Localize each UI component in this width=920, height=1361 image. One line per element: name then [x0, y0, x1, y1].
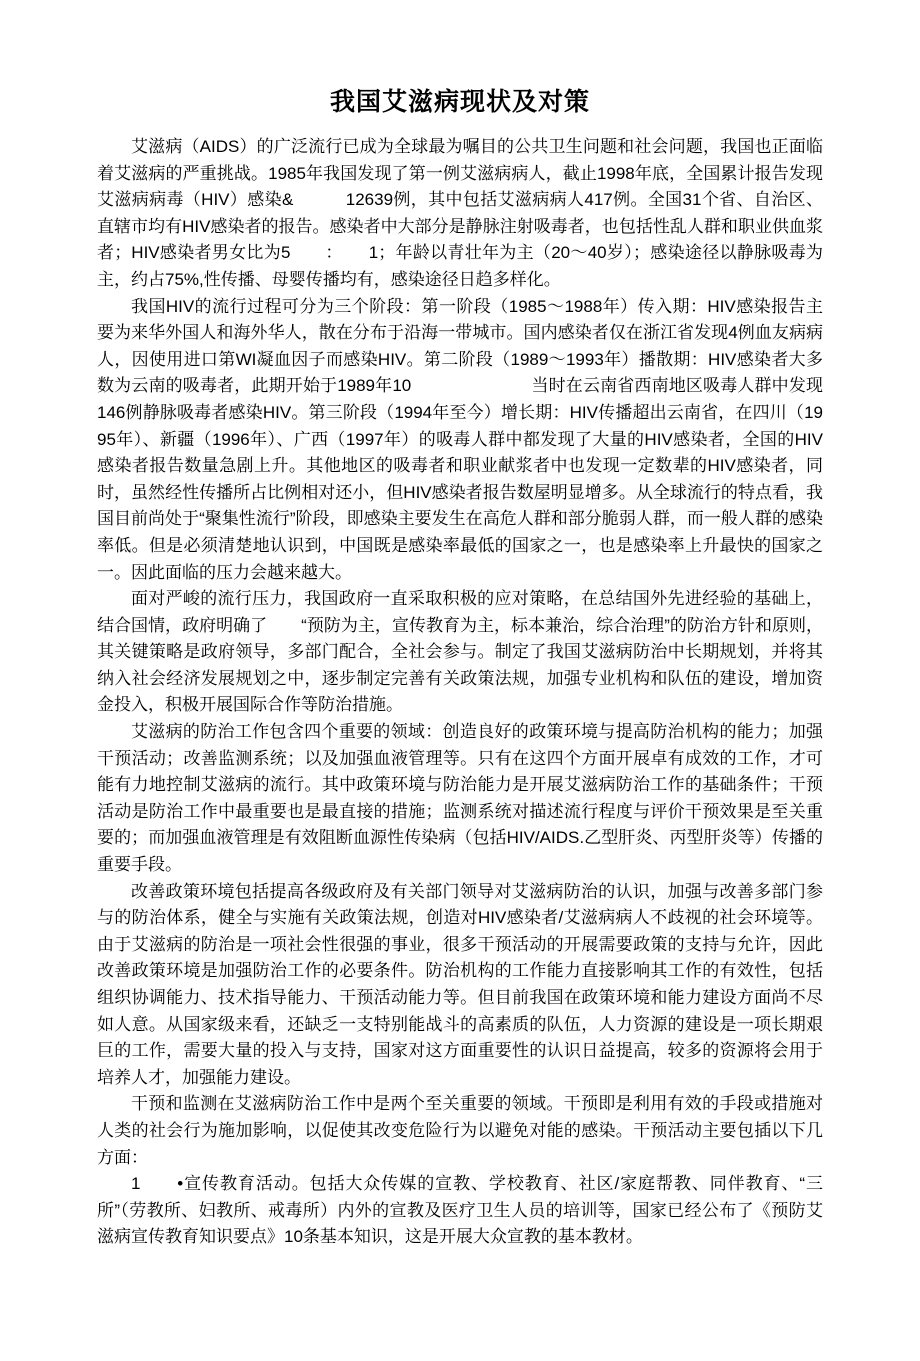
paragraph-overview: 艾滋病（AIDS）的广泛流行已成为全球最为嘱目的公共卫生问题和社会问题，我国也正面临着艾滋病的严重挑战。1985年我国发现了第一例艾滋病病人，截止1998年底，全国累计报告发现艾滋病病毒（HIV）感染& 12639例，其中包括艾滋病病人417例。全国31个省、自治区、直辖市均有HIV感染者的报告。感染者中大部分是静脉注射吸毒者，也包括性乱人群和职业供血浆者；HIV感染者男女比为5 ： 1；年龄以青壮年为主（20～40岁）；感染途径以静脉吸毒为主，约占75%,性传播、母婴传播均有，感染途径日趋多样化。: [97, 137, 823, 289]
paragraph-policy-environment: 改善政策环境包括提高各级政府及有关部门领导对艾滋病防治的认识，加强与改善多部门参与的防治体系，健全与实施有关政策法规，创造对HIV感染者/艾滋病病人不歧视的社会环境等。由于艾滋病的防治是一项社会性很强的事业，很多干预活动的开展需要政策的支持与允许，因此改善政策环境是加强防治工作的必要条件。防治机构的工作能力直接影响其工作的有效性，包括组织协调能力、技术指导能力、干预活动能力等。但目前我国在政策环境和能力建设方面尚不尽如人意。从国家级来看，还缺乏一支特别能战斗的高素质的队伍，人力资源的建设是一项长期艰巨的工作，需要大量的投入与支持，国家对这方面重要性的认识日益提高，较多的资源将会用于培养人才，加强能力建设。: [97, 881, 823, 1087]
paragraph-education-item: 1 •宣传教育活动。包括大众传媒的宣教、学校教育、社区/家庭帮教、同伴教育、“三所”（劳教所、妇教所、戒毒所）内外的宣教及医疗卫生人员的培训等，国家已经公布了《预防艾滋病宣传教育知识要点》10条基本知识，这是开展大众宣教的基本教材。: [97, 1174, 823, 1247]
paragraph-epidemic-stages: 我国HIV的流行过程可分为三个阶段：第一阶段（1985～1988年）传入期：HIV感染报告主要为来华外国人和海外华人，散在分布于沿海一带城市。国内感染者仅在浙江省发现4例血友病病人，因使用进口第WI凝血因子而感染HIV。第二阶段（1989～1993年）播散期：HIV感染者大多数为云南的吸毒者，此期开始于1989年10 当时在云南省西南地区吸毒人群中发现146例静脉吸毒者感染HIV。第三阶段（1994年至今）增长期：HIV传播超出云南省，在四川（1995年）、新疆（1996年）、广西（1997年）的吸毒人群中都发现了大量的HIV感染者，全国的HIV感染者报告数量急剧上升。其他地区的吸毒者和职业献浆者中也发现一定数辈的HIV感染者，同时，虽然经性传播所占比例相对还小，但HIV感染者报告数屋明显增多。从全球流行的特点看，我国目前尚处于“聚集性流行”阶段，即感染主要发生在高危人群和部分脆弱人群，而一般人群的感染率低。但是必须清楚地认识到，中国既是感染率最低的国家之一，也是感染率上升最快的国家之一。因此面临的压力会越来越大。: [97, 296, 823, 582]
paragraph-government-strategy: 面对严峻的流行压力，我国政府一直采取积极的应对策略，在总结国外先进经验的基础上，结合国情，政府明确了 “预防为主，宣传教育为主，标本兼治，综合治理”的防治方针和原则，其关键策略是政府领导，多部门配合，全社会参与。制定了我国艾滋病防治中长期规划，并将其纳入社会经济发展规划之中，逐步制定完善有关政策法规，加强专业机构和队伍的建设，增加资金投入，积极开展国际合作等防治措施。: [97, 589, 823, 715]
paragraph-intervention-monitoring: 干预和监测在艾滋病防治工作中是两个至关重要的领域。干预即是利用有效的手段或措施对人类的社会行为施加影响，以促使其改变危险行为以避免对能的感染。干预活动主要包插以下几方面：: [97, 1094, 823, 1167]
document-title: 我国艾滋病现状及对策: [329, 88, 590, 116]
document-body: [97, 134, 823, 1251]
paragraph-four-domains: 艾滋病的防治工作包含四个重要的领域：创造良好的政策环境与提高防治机构的能力；加强干预活动；改善监测系统；以及加强血液管理等。只有在这四个方面开展卓有成效的工作，才可能有力地控制艾滋病的流行。其中政策环境与防治能力是开展艾滋病防治工作的基础条件；干预活动是防治工作中最重要也是最直接的措施；监测系统对描述流行程度与评价干预效果是至关重要的；而加强血液管理是有效阻断血源性传染病（包括HIV/AIDS.乙型肝炎、丙型肝炎等）传播的重要手段。: [97, 722, 823, 875]
